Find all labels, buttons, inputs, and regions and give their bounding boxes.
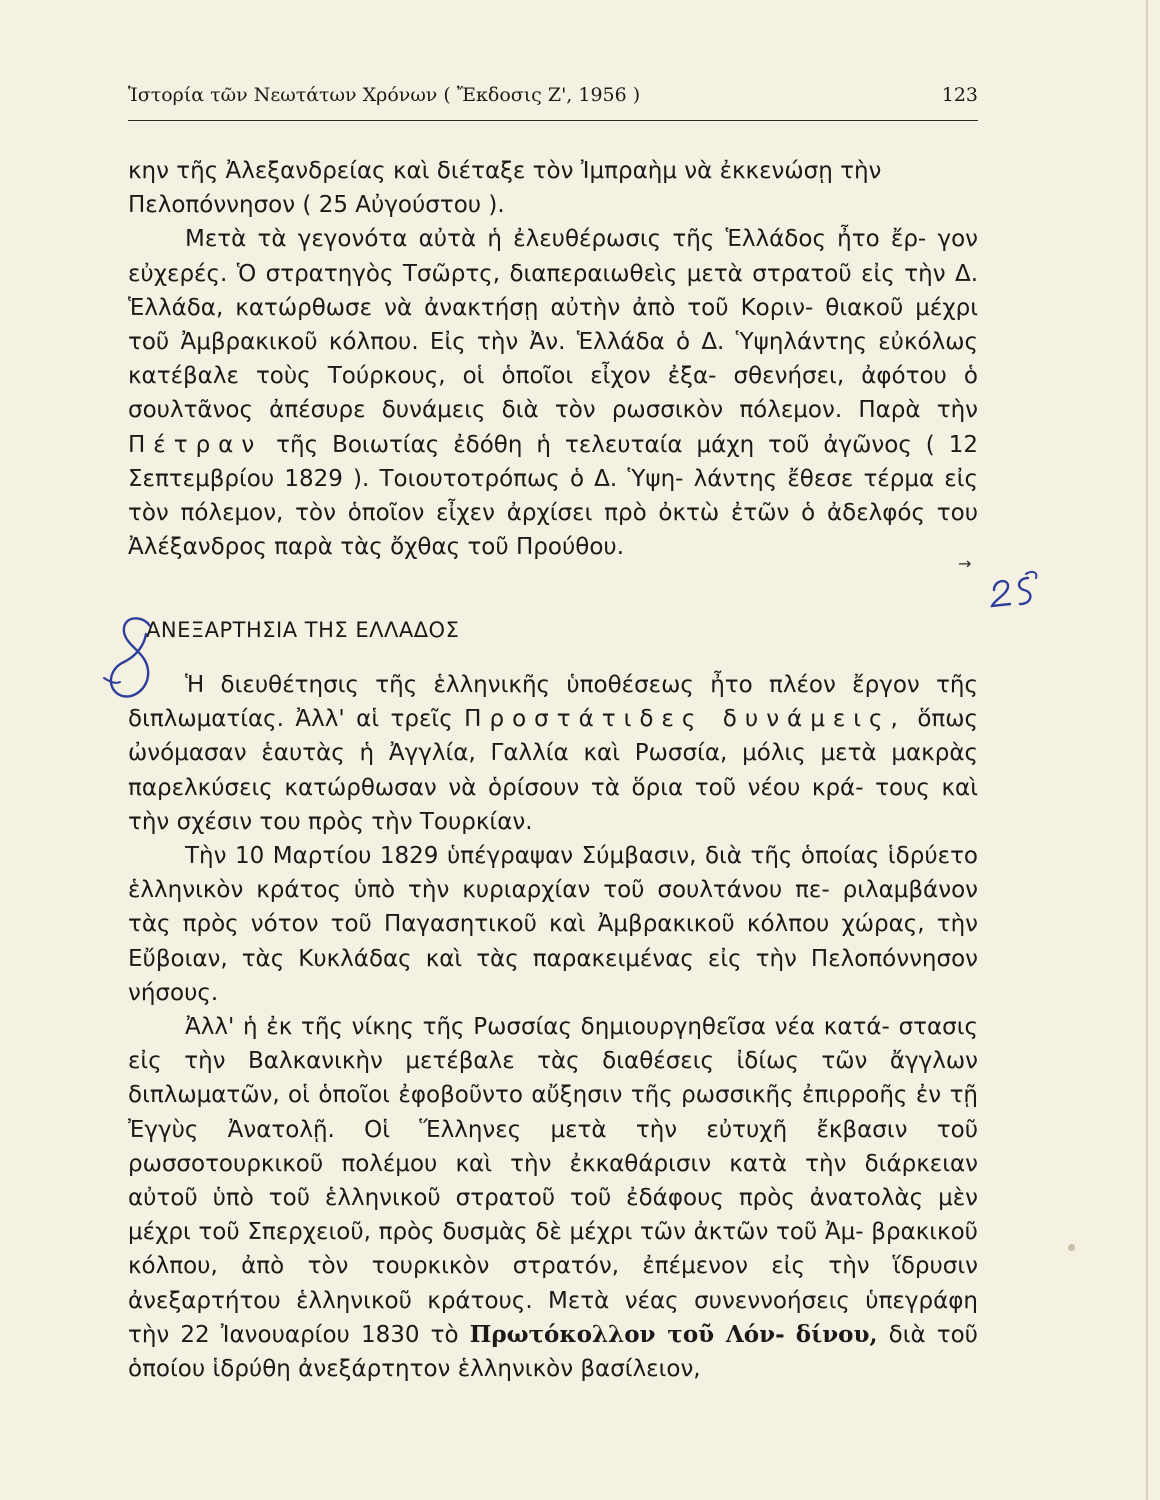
paragraph (128, 1010, 978, 1386)
paragraph (128, 154, 978, 222)
paper-speck (1068, 1244, 1075, 1251)
text-line: θιακοῦ μέχρι τοῦ Ἀμβρακικοῦ κόλπου. Εἰς τὴν Ἀν. Ἑλλάδα ὁ Δ. (128, 294, 979, 356)
text-line: σθενήσει, ἀφότου ὁ σουλτᾶνος ἀπέσυρε δυνάμεις διὰ τὸν ρωσσικὸν (128, 363, 978, 424)
text-line: μέχρι τοῦ Σπερχειοῦ, πρὸς δυσμὰς δὲ μέχρι τῶν ἀκτῶν τοῦ Ἀμ- (128, 1219, 864, 1246)
text-block-1 (128, 154, 978, 564)
spaced-emphasis: Πέτραν (128, 431, 263, 458)
bold-term: δίνου, (795, 1320, 878, 1348)
bold-term: Πρωτόκολλον τοῦ Λόν- (469, 1320, 785, 1348)
text-line: εἰς τὴν Δ. Ἑλλάδα, κατώρθωσε νὰ ἀνακτήσῃ αὐτὴν ἀπὸ τοῦ Κοριν- (128, 260, 979, 321)
text-line: ὑπεγράφη τὴν 22 Ἰανουαρίου 1830 τὸ (128, 1287, 978, 1348)
text-line: μακρὰς παρελκύσεις κατώρθωσαν νὰ ὁρίσουν τὰ ὅρια τοῦ νέου κρά- (128, 740, 978, 801)
text-line: εἰς τὴν Πελοπόννησον νήσους. (128, 945, 979, 1006)
text-line: ἵδρυσιν ἀνεξαρτήτου ἑλληνικοῦ κράτους. Μετὰ νέας συνεννοήσεις (128, 1253, 979, 1314)
text-line: κόλπου χώρας, τὴν Εὔβοιαν, τὰς Κυκλάδας καὶ τὰς παρακειμένας (128, 911, 979, 972)
page-number: 123 (941, 84, 978, 106)
text-line: Ὑψηλάντης εὐκόλως κατέβαλε τοὺς Τούρκους, οἱ ὁποῖοι εἶχον ἐξα- (128, 329, 978, 390)
header-title: Ἱστορία τῶν Νεωτάτων Χρόνων ( Ἔκδοσις Ζ', 1956 ) (128, 84, 641, 106)
text-line: διπλωματίας. Ἀλλ' αἱ τρεῖς (128, 706, 453, 733)
text-line: μάχη τοῦ ἀγῶνος ( 12 Σεπτεμβρίου 1829 ). Τοιουτοτρόπως ὁ Δ. Ὑψη- (128, 431, 979, 492)
text-line: ρωσσοτουρκικοῦ πολέμου καὶ τὴν ἐκκαθάρισιν κατὰ τὴν διάρκειαν (128, 1150, 978, 1177)
spaced-emphasis: Προστάτιδες δυνάμεις, (464, 706, 906, 733)
text-line: ριλαμβάνον τὰς πρὸς νότον τοῦ Παγασητικοῦ καὶ Ἀμβρακικοῦ (128, 877, 978, 938)
paragraph (128, 222, 978, 564)
page-edge (1146, 0, 1148, 1500)
text-line: λάντης ἔθεσε τέρμα εἰς τὸν πόλεμον, τὸν ὁποῖον εἶχεν ἀρχίσει πρὸ ὀκτὼ (128, 465, 978, 527)
header-rule (128, 120, 978, 121)
text-block-2 (128, 668, 978, 1386)
text-line: αὐτοῦ ὑπὸ τοῦ ἑλληνικοῦ στρατοῦ τοῦ ἐδάφους πρὸς ἀνατολὰς μὲν (128, 1185, 978, 1212)
text-line: διὰ τοῦ ὁποίου ἱδρύθη ἀνεξάρτητον ἑλληνικὸν βασίλειον, (128, 1321, 978, 1383)
text-line: Μετὰ τὰ γεγονότα αὐτὰ ἡ ἐλευθέρωσις τῆς Ἑλλάδος ἦτο ἔρ- (185, 226, 927, 253)
text-line: πόλεμον. Παρὰ τὴν (739, 397, 979, 424)
text-line: ὅπως ὠνόμασαν ἑαυτὰς ἡ Ἀγγλία, Γαλλία καὶ Ρωσσία, μόλις μετὰ (128, 706, 978, 767)
text-line: στασις εἰς τὴν Βαλκανικὴν μετέβαλε τὰς διαθέσεις ἰδίως τῶν ἄγγλων (128, 1014, 979, 1075)
paragraph (128, 668, 978, 839)
text-line: τους καὶ τὴν σχέσιν του πρὸς τὴν Τουρκίαν. (128, 774, 979, 835)
text-line: γον εὐχερές. Ὁ στρατηγὸς Τσῶρτς, διαπεραιωθεὶς μετὰ στρατοῦ (128, 226, 978, 287)
paragraph (128, 839, 978, 1010)
section-heading: ΑΝΕΞΑΡΤΗΣΙΑ ΤΗΣ ΕΛΛΑΔΟΣ (146, 618, 460, 642)
running-header (128, 84, 978, 106)
text-line: τῆς Βοιωτίας ἐδόθη ἡ τελευταία (276, 431, 683, 458)
text-line: ἐν τῇ Ἐγγὺς Ἀνατολῇ. Οἱ Ἕλληνες μετὰ τὴν εὐτυχῆ ἔκβασιν τοῦ (128, 1082, 979, 1143)
text-line: διπλωματῶν, οἱ ὁποῖοι ἐφοβοῦντο αὔξησιν τῆς ρωσσικῆς ἐπιρροῆς (128, 1082, 908, 1109)
arrow-icon: → (958, 554, 972, 573)
text-line: ἱδρύετο ἑλληνικὸν κράτος ὑπὸ τὴν κυριαρχίαν τοῦ σουλτάνου πε- (128, 843, 978, 904)
text-line: Τὴν 10 Μαρτίου 1829 ὑπέγραψαν Σύμβασιν, διὰ τῆς ὁποίας (185, 843, 880, 870)
text-line: Ἀλλ' ἡ ἐκ τῆς νίκης τῆς Ρωσσίας δημιουργηθεῖσα νέα κατά- (185, 1014, 890, 1041)
text-line: Ἡ διευθέτησις τῆς ἑλληνικῆς ὑποθέσεως ἦτο πλέον ἔργον τῆς (185, 672, 978, 698)
text-line: ἐτῶν ὁ ἀδελφός του Ἀλέξανδρος παρὰ τὰς ὄχθας τοῦ Προύθου. (128, 500, 978, 561)
handwritten-margin-note (988, 570, 1048, 614)
text-line: κην τῆς Ἀλεξανδρείας καὶ διέταξε τὸν Ἰμπραὴμ νὰ ἐκκενώσῃ τὴν (128, 158, 882, 184)
text-line: Πελοπόννησον ( 25 Αὐγούστου ). (128, 192, 505, 219)
text-line: βρακικοῦ κόλπου, ἀπὸ τὸν τουρκικὸν στρατόν, ἐπέμενον εἰς τὴν (128, 1219, 978, 1280)
